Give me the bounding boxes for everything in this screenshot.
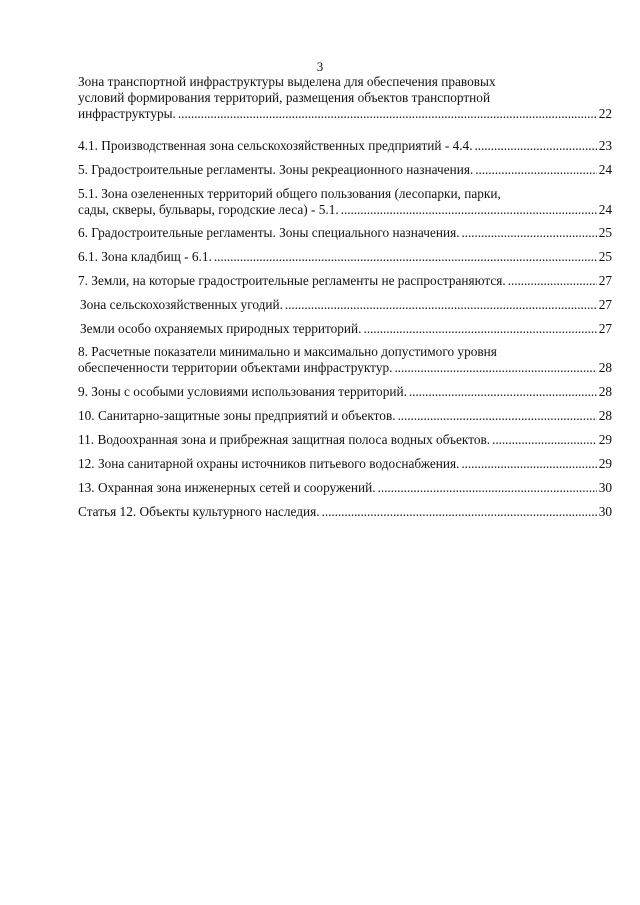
toc-entry-5-1[interactable] <box>78 186 612 218</box>
toc-entry-title: 9. Зоны с особыми условиями использования территорий. <box>78 384 407 399</box>
toc-page-number: 22 <box>598 106 612 121</box>
toc-entry-9[interactable] <box>78 384 612 400</box>
toc-entry-7[interactable] <box>78 273 612 289</box>
toc-entry-title: 4.1. Производственная зона сельскохозяйственных предприятий - 4.4. <box>78 138 473 153</box>
toc-entry-4-1[interactable] <box>78 138 612 154</box>
toc-entry-13[interactable] <box>78 480 612 496</box>
toc-page-number: 23 <box>598 138 612 153</box>
toc-page-number: 30 <box>598 504 612 519</box>
dot-leader <box>475 138 597 154</box>
toc-page-number: 29 <box>598 456 612 471</box>
dot-leader <box>178 106 597 122</box>
toc-entry-6[interactable] <box>78 225 612 241</box>
toc-entry-title: Зона сельскохозяйственных угодий. <box>80 297 283 312</box>
toc-page-number: 27 <box>598 321 612 336</box>
toc-entry-8[interactable] <box>78 344 612 376</box>
toc-entry-title: 6. Градостроительные регламенты. Зоны специального назначения. <box>78 225 460 240</box>
toc-page-number: 25 <box>598 225 612 240</box>
dot-leader <box>475 162 596 178</box>
toc-page-number: 28 <box>598 408 612 423</box>
dot-leader <box>461 456 596 472</box>
dot-leader <box>341 202 597 218</box>
table-of-contents <box>78 74 612 520</box>
dot-leader <box>285 297 597 313</box>
toc-entry-line: 8. Расчетные показатели минимально и максимально допустимого уровня <box>78 344 497 359</box>
toc-entry-title: сады, скверы, бульвары, городские леса) - 5.1. <box>78 202 339 217</box>
dot-leader <box>214 249 597 265</box>
dot-leader <box>364 321 597 337</box>
toc-entry-title: Земли особо охраняемых природных территорий. <box>80 321 362 336</box>
toc-entry-title: 7. Земли, на которые градостроительные регламенты не распространяются. <box>78 273 506 288</box>
toc-page-number: 27 <box>598 273 612 288</box>
toc-page-number: 29 <box>598 432 612 447</box>
dot-leader <box>409 384 597 400</box>
toc-entry-article-12[interactable] <box>78 504 612 520</box>
toc-entry-title: обеспеченности территории объектами инфраструктур. <box>78 360 393 375</box>
toc-page-number: 28 <box>598 384 612 399</box>
toc-page-number: 30 <box>598 480 612 495</box>
dot-leader <box>322 504 597 520</box>
page-number: 3 <box>316 59 324 74</box>
toc-entry-10[interactable] <box>78 408 612 424</box>
toc-entry-6-1[interactable] <box>78 249 612 265</box>
toc-entry-5[interactable] <box>78 162 612 178</box>
toc-entry-title: Статья 12. Объекты культурного наследия. <box>78 504 320 519</box>
toc-entry-11[interactable] <box>78 432 612 448</box>
toc-entry-title: 6.1. Зона кладбищ - 6.1. <box>78 249 212 264</box>
toc-page-number: 27 <box>598 297 612 312</box>
toc-entry-line: условий формирования территорий, размещения объектов транспортной <box>78 90 491 105</box>
dot-leader <box>492 432 597 448</box>
toc-entry-title: 12. Зона санитарной охраны источников питьевого водоснабжения. <box>78 456 460 471</box>
dot-leader <box>394 360 596 376</box>
toc-entry-12[interactable] <box>78 456 612 472</box>
toc-entry-line: 5.1. Зона озелененных территорий общего пользования (лесопарки, парки, <box>78 186 501 201</box>
dot-leader <box>462 225 597 241</box>
dot-leader <box>508 273 597 289</box>
toc-entry-agricultural-land[interactable] <box>78 297 612 313</box>
toc-entry-title: инфраструктуры. <box>78 106 176 121</box>
dot-leader <box>378 480 597 496</box>
dot-leader <box>398 408 597 424</box>
toc-entry-title: 5. Градостроительные регламенты. Зоны рекреационного назначения. <box>78 162 474 177</box>
toc-entry-transport-infrastructure[interactable] <box>78 74 612 122</box>
toc-entry-title: 13. Охранная зона инженерных сетей и сооружений. <box>78 480 376 495</box>
toc-entry-title: 10. Санитарно-защитные зоны предприятий и объектов. <box>78 408 396 423</box>
toc-entry-protected-territories[interactable] <box>78 321 612 337</box>
toc-entry-title: 11. Водоохранная зона и прибрежная защитная полоса водных объектов. <box>78 432 491 447</box>
toc-page-number: 24 <box>598 202 612 217</box>
toc-page-number: 25 <box>598 249 612 264</box>
toc-page-number: 28 <box>598 360 612 375</box>
toc-page-number: 24 <box>598 162 612 177</box>
toc-entry-line: Зона транспортной инфраструктуры выделена для обеспечения правовых <box>78 74 496 89</box>
